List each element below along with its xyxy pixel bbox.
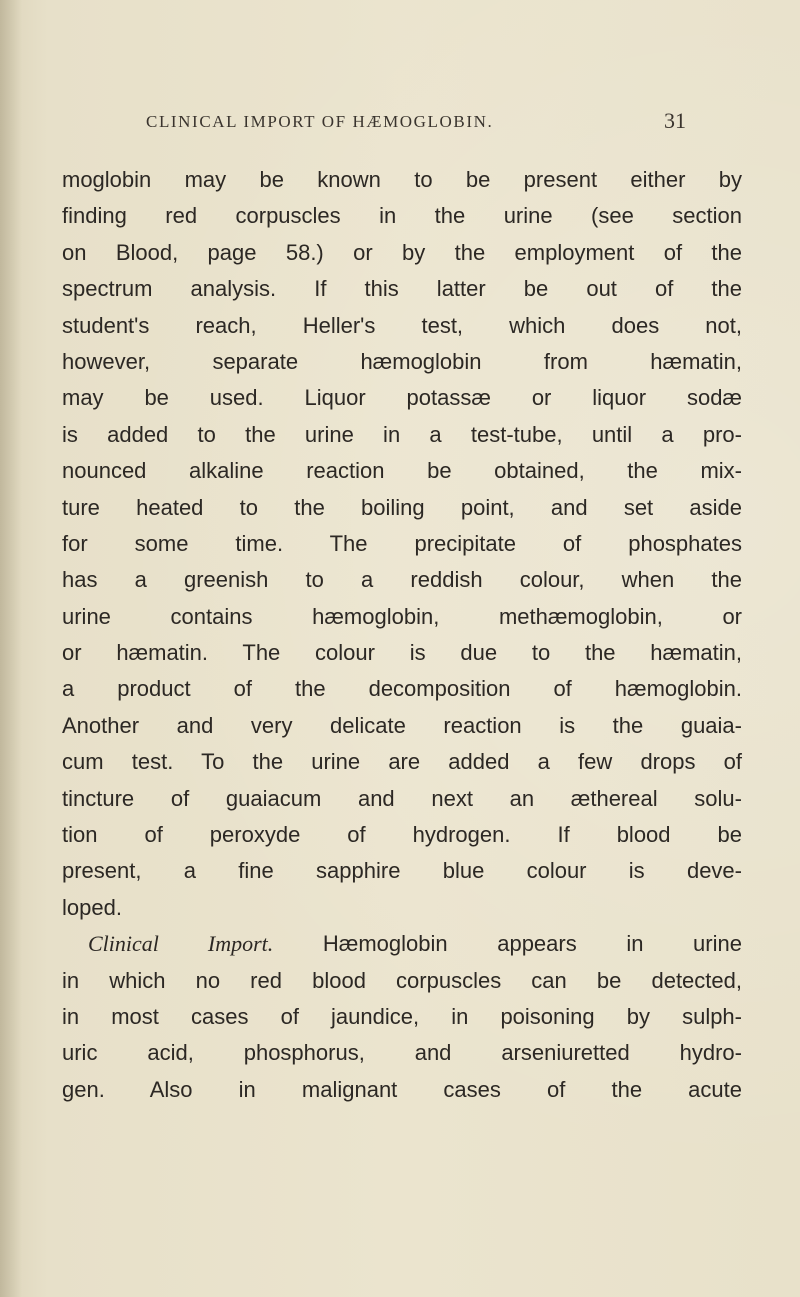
text-line: tion of peroxyde of hydrogen. If blood be [62,822,742,848]
running-title: CLINICAL IMPORT OF HÆMOGLOBIN. [146,112,494,131]
text-line: in most cases of jaundice, in poisoning by sulph- [62,1003,742,1029]
text-line: on Blood, page 58.) or by the employment of the [62,239,742,265]
text-line-rest: Hæmoglobin appears in urine [322,931,742,957]
text-line: ture heated to the boiling point, and set aside [62,494,742,520]
page-number: 31 [664,108,686,133]
text-line: has a greenish to a reddish colour, when the [62,567,742,593]
text-line: nounced alkaline reaction be obtained, the mix- [62,458,742,484]
text-line: is added to the urine in a test-tube, until a pro- [62,421,742,447]
text-line: may be used. Liquor potassæ or liquor sodæ [62,385,742,411]
text-line: however, separate hæmoglobin from hæmatin, [62,348,742,374]
paragraph-1 [62,162,742,926]
text-line: spectrum analysis. If this latter be out of the [62,276,742,302]
text-line: uric acid, phosphorus, and arseniuretted hydro- [62,1040,742,1066]
text-line: gen. Also in malignant cases of the acute [62,1076,742,1102]
text-line: finding red corpuscles in the urine (see section [62,203,742,229]
page-gutter-shadow [0,0,22,1297]
text-line: for some time. The precipitate of phosphates [62,530,742,556]
text-line: loped. [62,894,122,920]
text-line: cum test. To the urine are added a few drops of [62,749,742,775]
section-heading: Clinical Import. [88,931,274,957]
text-line: tincture of guaiacum and next an æthereal solu- [62,785,742,811]
text-line: Another and very delicate reaction is the guaia- [62,712,742,738]
text-line: a product of the decomposition of hæmoglobin. [62,676,742,702]
running-head [0,108,800,142]
text-line: urine contains hæmoglobin, methæmoglobin, or [62,603,742,629]
text-line: or hæmatin. The colour is due to the hæmatin, [62,640,742,666]
body-text [62,162,742,1108]
paragraph-2 [62,926,742,1108]
text-line: present, a fine sapphire blue colour is deve- [62,858,742,884]
text-line: student's reach, Heller's test, which does not, [62,312,742,338]
text-line: moglobin may be known to be present either by [62,167,742,192]
text-line [62,926,742,962]
text-line: in which no red blood corpuscles can be detected, [62,967,742,993]
